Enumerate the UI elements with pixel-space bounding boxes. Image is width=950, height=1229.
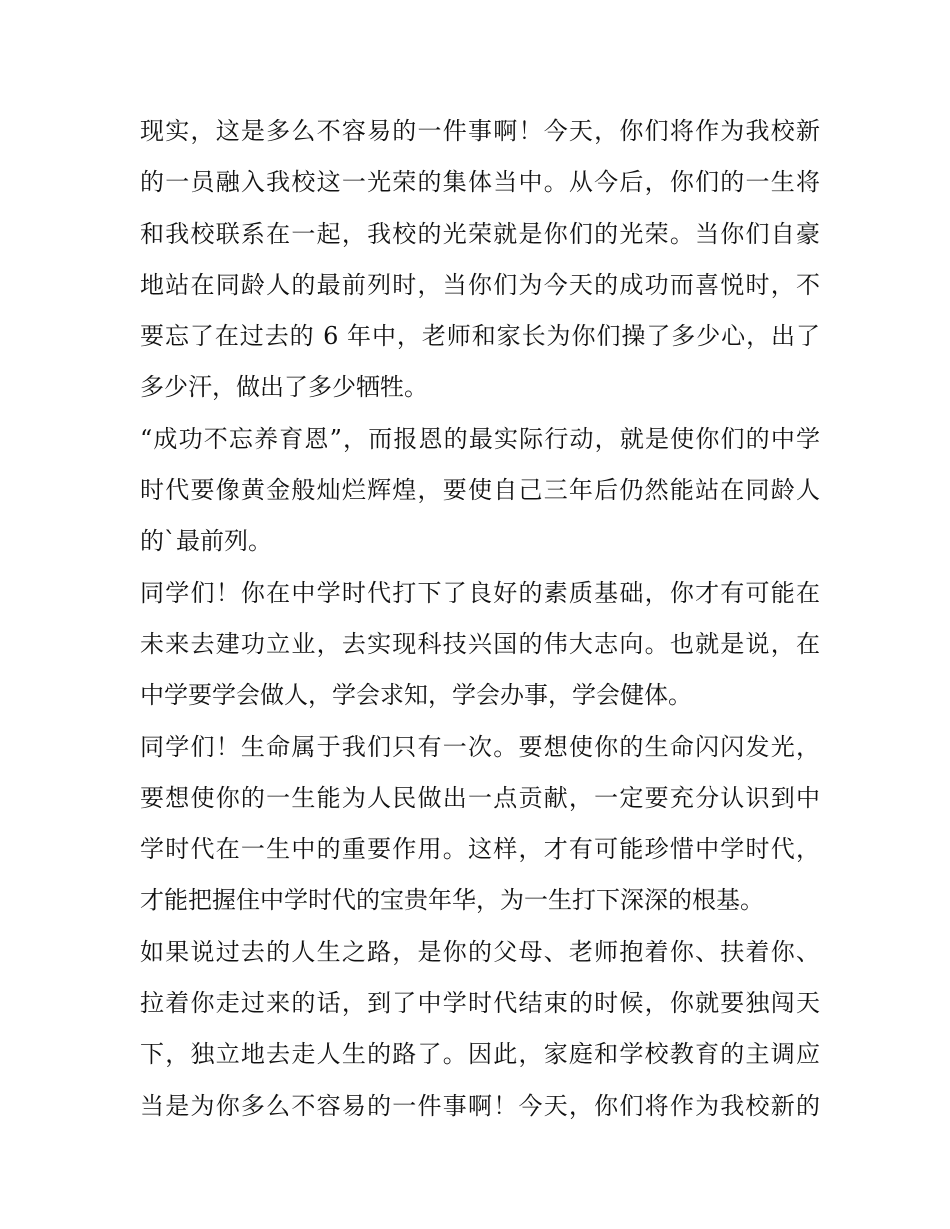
text-line: 下，独立地去走人生的路了。因此，家庭和学校教育的主调应 <box>140 1040 820 1069</box>
text-line: 才能把握住中学时代的宝贵年华，为一生打下深深的根基。 <box>140 886 764 915</box>
text-line: 要忘了在过去的 6 年中，老师和家长为你们操了多少心，出了 <box>140 322 820 351</box>
text-line: 拉着你走过来的话，到了中学时代结束的时候，你就要独闯天 <box>140 989 820 1018</box>
text-line: 的一员融入我校这一光荣的集体当中。从今后，你们的一生将 <box>140 168 820 197</box>
text-line: 多少汗，做出了多少牺牲。 <box>140 373 428 402</box>
text-line: 未来去建功立业，去实现科技兴国的伟大志向。也就是说，在 <box>140 629 820 658</box>
text-line: 同学们！你在中学时代打下了良好的素质基础，你才有可能在 <box>140 578 820 607</box>
text-line: 现实，这是多么不容易的一件事啊！今天，你们将作为我校新 <box>140 117 820 145</box>
text-line: 同学们！生命属于我们只有一次。要想使你的生命闪闪发光， <box>140 732 820 761</box>
body-text <box>140 106 820 1132</box>
text-line: 的`最前列。 <box>140 527 272 556</box>
text-line: 和我校联系在一起，我校的光荣就是你们的光荣。当你们自豪 <box>140 219 820 248</box>
text-line: 地站在同龄人的最前列时，当你们为今天的成功而喜悦时，不 <box>140 270 820 299</box>
text-line: 当是为你多么不容易的一件事啊！今天，你们将作为我校新的 <box>140 1091 820 1120</box>
text-line: 时代要像黄金般灿烂辉煌，要使自己三年后仍然能站在同龄人 <box>140 476 820 505</box>
text-line: 学时代在一生中的重要作用。这样，才有可能珍惜中学时代， <box>140 835 820 864</box>
text-line: 中学要学会做人，学会求知，学会办事，学会健体。 <box>140 681 692 710</box>
text-line: “成功不忘养育恩”，而报恩的最实际行动，就是使你们的中学 <box>140 424 820 453</box>
text-line: 如果说过去的人生之路，是你的父母、老师抱着你、扶着你、 <box>140 937 820 966</box>
text-line: 要想使你的一生能为人民做出一点贡献，一定要充分认识到中 <box>140 783 820 812</box>
